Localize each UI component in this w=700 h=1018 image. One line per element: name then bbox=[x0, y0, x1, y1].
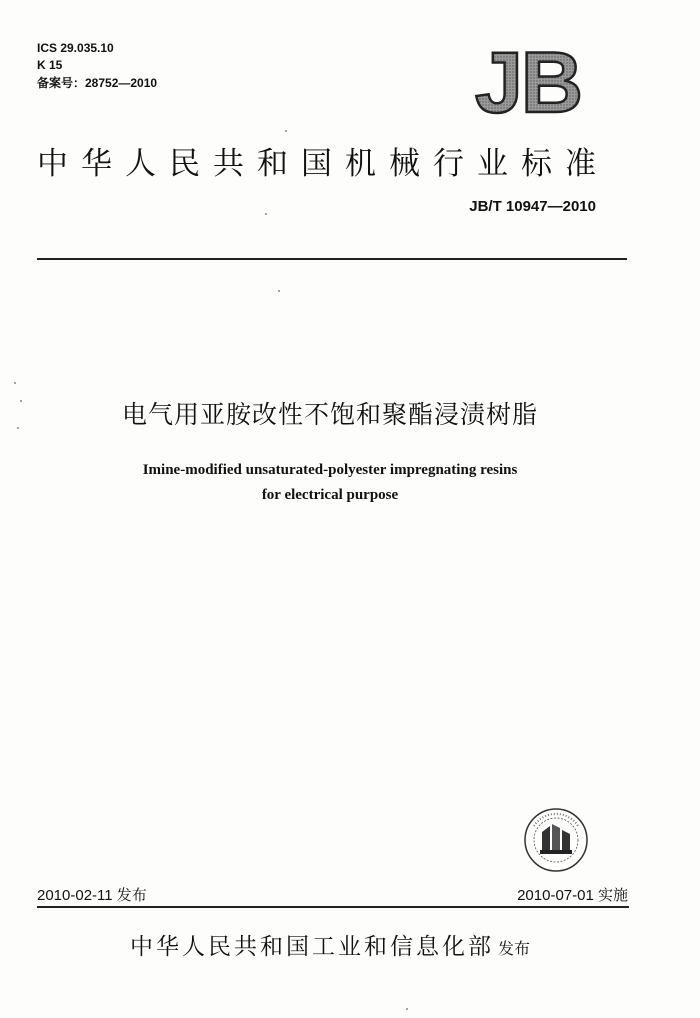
implementation-date: 2010-07-01 实施 bbox=[517, 887, 628, 904]
issue-date: 2010-02-11 发布 bbox=[37, 887, 147, 904]
scan-speck bbox=[406, 1008, 408, 1010]
standard-series-title: 中华人民共和国机械行业标准 bbox=[37, 146, 609, 182]
scan-speck bbox=[20, 400, 22, 402]
jb-logo bbox=[458, 38, 598, 120]
classification-code: K 15 bbox=[37, 58, 63, 72]
publisher-name: 中华人民共和国工业和信息化部 bbox=[129, 934, 494, 960]
scan-speck bbox=[285, 130, 287, 132]
scan-speck bbox=[278, 290, 280, 292]
svg-text:JB: JB bbox=[475, 38, 581, 120]
scan-speck bbox=[14, 382, 16, 384]
ministry-seal-icon bbox=[522, 806, 590, 874]
ics-code: ICS 29.035.10 bbox=[37, 41, 114, 55]
scan-speck bbox=[265, 213, 267, 215]
standard-number: JB/T 10947—2010 bbox=[469, 198, 596, 215]
publisher-suffix: 发布 bbox=[497, 939, 530, 958]
footer-divider bbox=[37, 906, 629, 908]
document-title-en-line1: Imine-modified unsaturated-polyester impregnating resins bbox=[142, 462, 518, 478]
record-number: 备案号：28752—2010 bbox=[37, 76, 158, 90]
document-title-cn: 电气用亚胺改性不饱和聚酯浸渍树脂 bbox=[121, 400, 538, 429]
publisher-line bbox=[0, 928, 660, 961]
scan-speck bbox=[17, 427, 19, 429]
header-divider bbox=[37, 258, 627, 260]
document-title-en-line2: for electrical purpose bbox=[261, 487, 399, 503]
